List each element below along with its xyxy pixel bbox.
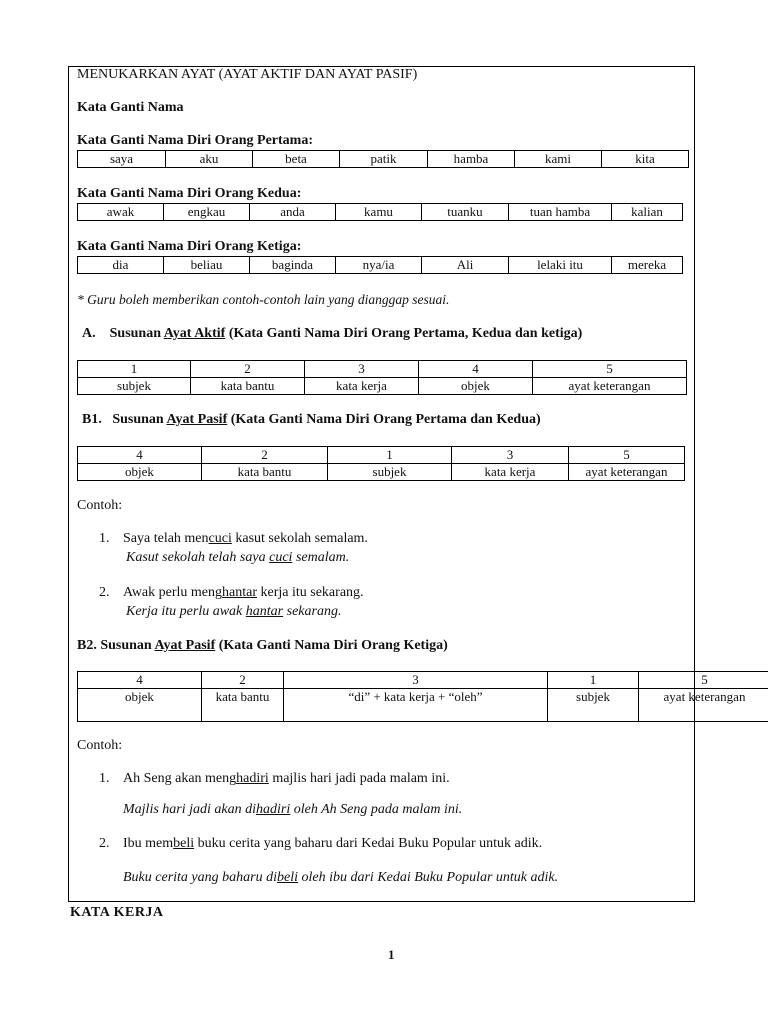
contoh-label: Contoh: — [77, 498, 123, 513]
ketiga-table — [77, 256, 683, 274]
order-number-cell: 2 — [202, 672, 284, 689]
order-label-cell: objek — [419, 378, 533, 395]
teacher-note: * Guru boleh memberikan contoh-contoh lain yang dianggap sesuai. — [77, 292, 450, 307]
pronoun-cell: lelaki itu — [509, 257, 612, 274]
section-a-underlined: Ayat Aktif — [163, 326, 226, 341]
section-b2-table — [77, 671, 768, 722]
sentence-part: oleh Ah Seng pada malam ini. — [290, 802, 463, 817]
kedua-heading: Kata Ganti Nama Diri Orang Kedua: — [77, 186, 302, 201]
sentence-root-word: beli — [276, 870, 298, 885]
section-b2-underlined: Ayat Pasif — [154, 638, 216, 653]
sentence-root-word: beli — [173, 836, 195, 851]
pertama-table — [77, 150, 689, 168]
contoh-label: Contoh: — [77, 738, 123, 753]
sentence-part: buku cerita yang baharu dari Kedai Buku Popular untuk adik. — [194, 836, 543, 851]
pronoun-cell: kamu — [336, 204, 422, 221]
section-a-post: (Kata Ganti Nama Diri Orang Pertama, Kedua dan ketiga) — [225, 326, 583, 341]
pronoun-cell: kita — [602, 151, 689, 168]
order-number-cell: 3 — [284, 672, 548, 689]
order-number-cell: 2 — [202, 447, 328, 464]
example-passive-sentence — [123, 802, 462, 818]
order-label-cell: objek — [78, 464, 202, 481]
section-a-table — [77, 360, 687, 395]
example-active-sentence — [123, 531, 368, 547]
order-label-cell: kata bantu — [191, 378, 305, 395]
pronoun-cell: awak — [78, 204, 164, 221]
example-number: 1. — [99, 531, 110, 546]
sentence-part: kasut sekolah semalam. — [231, 531, 368, 546]
pronoun-cell: beta — [253, 151, 340, 168]
section-a-heading — [82, 326, 582, 342]
pronoun-cell: nya/ia — [336, 257, 422, 274]
example-passive-sentence — [126, 604, 341, 620]
sentence-root-word: cuci — [208, 531, 232, 546]
kedua-table — [77, 203, 683, 221]
pronoun-cell: patik — [340, 151, 428, 168]
order-label-cell: “di” + kata kerja + “oleh” — [284, 689, 548, 722]
sentence-root-word: hantar — [222, 585, 258, 600]
sentence-part: Awak perlu meng — [123, 585, 223, 600]
order-label-cell: subjek — [78, 378, 191, 395]
order-label-cell: objek — [78, 689, 202, 722]
section-b2-heading — [77, 638, 448, 654]
sentence-part: kerja itu sekarang. — [257, 585, 364, 600]
example-number: 2. — [99, 836, 110, 851]
section-b1-pre: Susunan — [112, 412, 167, 427]
sentence-root-word: hadiri — [236, 771, 269, 786]
pronoun-cell: tuan hamba — [509, 204, 612, 221]
order-number-cell: 3 — [305, 361, 419, 378]
section-b1-letter: B1. — [82, 412, 102, 427]
sentence-part: semalam. — [292, 550, 350, 565]
order-label-cell: kata bantu — [202, 464, 328, 481]
sentence-part: Ibu mem — [123, 836, 174, 851]
order-label-cell: kata kerja — [452, 464, 569, 481]
page-title: MENUKARKAN AYAT (AYAT AKTIF DAN AYAT PASIF) — [77, 67, 418, 82]
example-active-sentence — [123, 585, 364, 601]
pronoun-cell: dia — [78, 257, 164, 274]
pronoun-cell: aku — [166, 151, 253, 168]
order-number-cell: 3 — [452, 447, 569, 464]
pronoun-cell: mereka — [612, 257, 683, 274]
section-b2-post: (Kata Ganti Nama Diri Orang Ketiga) — [215, 638, 448, 653]
section-a-pre: Susunan — [109, 326, 164, 341]
sentence-part: oleh ibu dari Kedai Buku Popular untuk adik. — [297, 870, 559, 885]
order-label-cell: ayat keterangan — [639, 689, 768, 722]
order-number-cell: 4 — [78, 447, 202, 464]
section-a-letter: A. — [82, 326, 96, 341]
example-passive-sentence — [126, 550, 349, 566]
pronoun-cell: tuanku — [422, 204, 509, 221]
pronoun-cell: Ali — [422, 257, 509, 274]
pronoun-cell: anda — [250, 204, 336, 221]
sentence-root-word: hadiri — [256, 802, 291, 817]
pronoun-cell: hamba — [428, 151, 515, 168]
order-label-cell: subjek — [328, 464, 452, 481]
sentence-part: majlis hari jadi pada malam ini. — [268, 771, 450, 786]
sentence-part: Saya telah men — [123, 531, 209, 546]
order-number-cell: 4 — [419, 361, 533, 378]
pronoun-cell: beliau — [164, 257, 250, 274]
order-number-cell: 1 — [78, 361, 191, 378]
ketiga-heading: Kata Ganti Nama Diri Orang Ketiga: — [77, 239, 302, 254]
section-b1-underlined: Ayat Pasif — [166, 412, 228, 427]
sentence-root-word: cuci — [269, 550, 293, 565]
sentence-part: Kerja itu perlu awak — [126, 604, 246, 619]
pertama-heading: Kata Ganti Nama Diri Orang Pertama: — [77, 133, 314, 148]
pronoun-cell: saya — [78, 151, 166, 168]
sentence-part: Ah Seng akan meng — [123, 771, 237, 786]
kata-kerja-heading: KATA KERJA — [70, 905, 164, 920]
order-label-cell: kata kerja — [305, 378, 419, 395]
order-number-cell: 5 — [639, 672, 768, 689]
order-number-cell: 1 — [548, 672, 639, 689]
sentence-part: Majlis hari jadi akan di — [123, 802, 256, 817]
example-active-sentence — [123, 771, 450, 787]
order-number-cell: 4 — [78, 672, 202, 689]
pronoun-cell: engkau — [164, 204, 250, 221]
section-b1-heading — [82, 412, 541, 428]
section-b1-table — [77, 446, 685, 481]
kata-ganti-heading: Kata Ganti Nama — [77, 100, 184, 115]
order-label-cell: ayat keterangan — [569, 464, 685, 481]
example-active-sentence — [123, 836, 542, 852]
order-number-cell: 2 — [191, 361, 305, 378]
pronoun-cell: baginda — [250, 257, 336, 274]
pronoun-cell: kalian — [612, 204, 683, 221]
section-b2-pre: B2. Susunan — [77, 638, 155, 653]
section-b1-post: (Kata Ganti Nama Diri Orang Pertama dan Kedua) — [227, 412, 541, 427]
order-number-cell: 1 — [328, 447, 452, 464]
sentence-part: Kasut sekolah telah saya — [126, 550, 270, 565]
pronoun-cell: kami — [515, 151, 602, 168]
sentence-part: Buku cerita yang baharu di — [123, 870, 277, 885]
sentence-root-word: hantar — [245, 604, 284, 619]
example-passive-sentence — [123, 870, 558, 886]
order-label-cell: ayat keterangan — [533, 378, 687, 395]
order-label-cell: subjek — [548, 689, 639, 722]
order-number-cell: 5 — [533, 361, 687, 378]
page-number: 1 — [388, 947, 395, 962]
order-label-cell: kata bantu — [202, 689, 284, 722]
example-number: 2. — [99, 585, 110, 600]
order-number-cell: 5 — [569, 447, 685, 464]
example-number: 1. — [99, 771, 110, 786]
sentence-part: sekarang. — [283, 604, 342, 619]
